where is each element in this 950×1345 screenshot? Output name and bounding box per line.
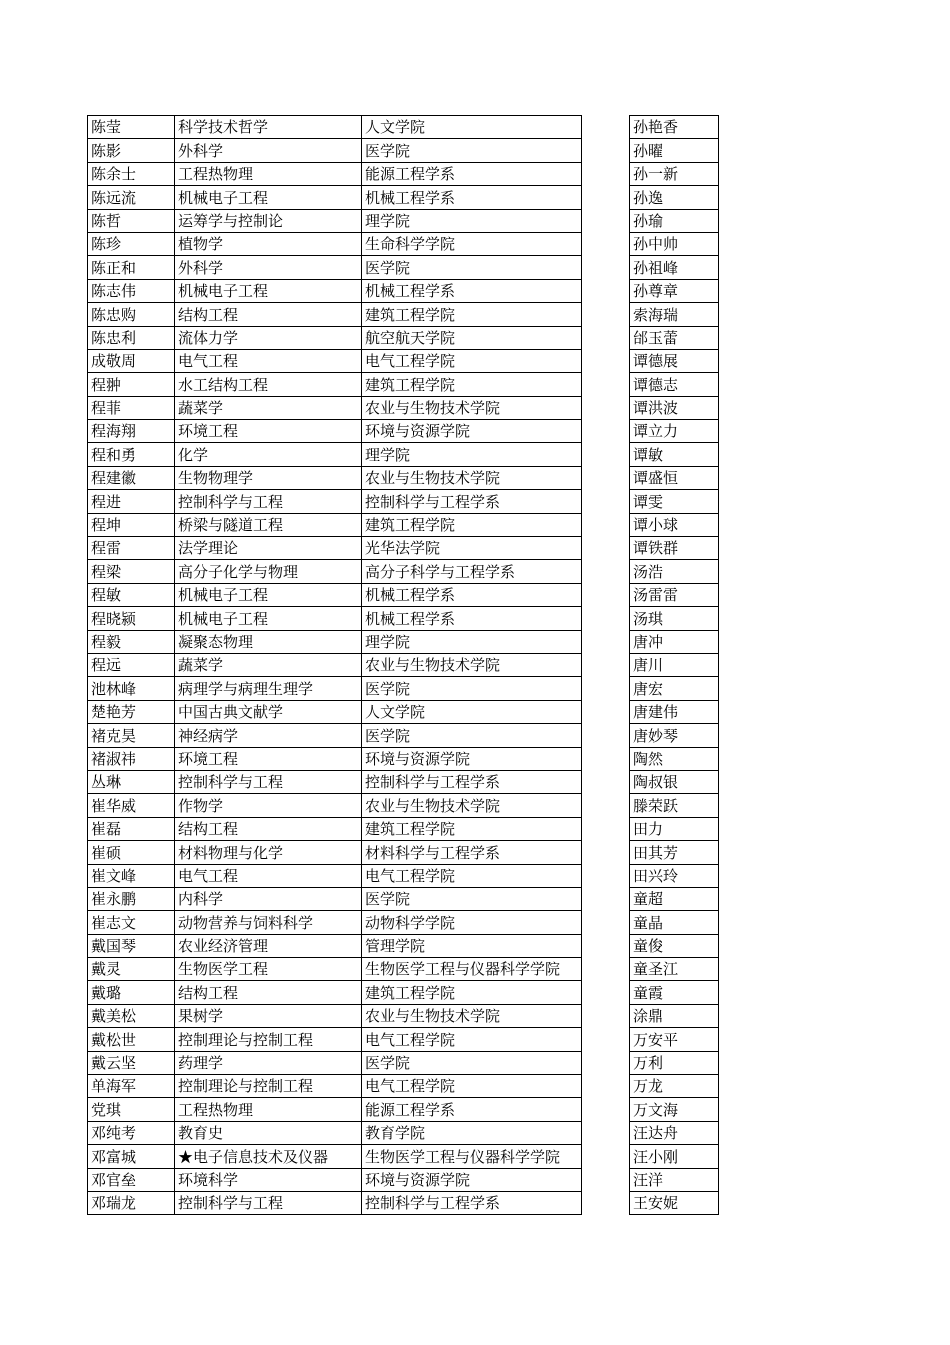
table-row <box>630 770 719 793</box>
name-cell: 邓瑞龙 <box>88 1191 175 1214</box>
major-cell: 农业经济管理 <box>175 934 362 957</box>
table-row <box>88 747 582 770</box>
table-row <box>630 513 719 536</box>
table-row <box>630 841 719 864</box>
name-cell: 戴美松 <box>88 1004 175 1027</box>
name-cell: 党琪 <box>88 1098 175 1121</box>
name-cell: 陈莹 <box>88 116 175 139</box>
name-cell: 楚艳芳 <box>88 700 175 723</box>
table-row <box>88 981 582 1004</box>
side-name-cell: 陶叔银 <box>630 770 719 793</box>
table-row <box>88 934 582 957</box>
side-name-cell: 谭小球 <box>630 513 719 536</box>
major-cell: 水工结构工程 <box>175 373 362 396</box>
major-cell: 控制科学与工程 <box>175 1191 362 1214</box>
major-cell: 蔬菜学 <box>175 396 362 419</box>
table-row <box>630 700 719 723</box>
side-name-cell: 索海瑞 <box>630 303 719 326</box>
name-cell: 崔永鹏 <box>88 887 175 910</box>
name-cell: 程毅 <box>88 630 175 653</box>
table-row <box>88 349 582 372</box>
major-cell: 机械电子工程 <box>175 607 362 630</box>
college-cell: 农业与生物技术学院 <box>362 653 582 676</box>
college-cell: 理学院 <box>362 209 582 232</box>
name-cell: 陈忠购 <box>88 303 175 326</box>
table-row <box>630 1121 719 1144</box>
side-name-cell: 孙一新 <box>630 162 719 185</box>
major-cell: 动物营养与饲料科学 <box>175 911 362 934</box>
major-cell: 控制理论与控制工程 <box>175 1075 362 1098</box>
table-row <box>630 139 719 162</box>
side-name-cell: 汤雷雷 <box>630 583 719 606</box>
table-row <box>88 373 582 396</box>
table-row <box>88 490 582 513</box>
major-cell: 外科学 <box>175 139 362 162</box>
table-row <box>630 209 719 232</box>
table-row <box>88 186 582 209</box>
side-name-cell: 万文海 <box>630 1098 719 1121</box>
table-row <box>630 303 719 326</box>
table-row <box>88 817 582 840</box>
name-cell: 陈珍 <box>88 232 175 255</box>
name-cell: 陈远流 <box>88 186 175 209</box>
college-cell: 控制科学与工程学系 <box>362 1191 582 1214</box>
college-cell: 医学院 <box>362 256 582 279</box>
side-name-cell: 唐川 <box>630 653 719 676</box>
major-cell: 机械电子工程 <box>175 583 362 606</box>
name-cell: 成敬周 <box>88 349 175 372</box>
table-row <box>88 770 582 793</box>
table-row <box>630 607 719 630</box>
table-row <box>630 349 719 372</box>
college-cell: 农业与生物技术学院 <box>362 466 582 489</box>
college-cell: 环境与资源学院 <box>362 420 582 443</box>
side-name-cell: 王安妮 <box>630 1191 719 1214</box>
name-cell: 戴云坚 <box>88 1051 175 1074</box>
college-cell: 教育学院 <box>362 1121 582 1144</box>
name-cell: 程菲 <box>88 396 175 419</box>
name-cell: 戴国琴 <box>88 934 175 957</box>
name-cell: 戴灵 <box>88 958 175 981</box>
side-name-cell: 汤琪 <box>630 607 719 630</box>
table-row <box>630 1075 719 1098</box>
side-name-cell: 谭盛恒 <box>630 466 719 489</box>
major-cell: 结构工程 <box>175 303 362 326</box>
major-cell: 植物学 <box>175 232 362 255</box>
table-row <box>88 396 582 419</box>
table-row <box>88 139 582 162</box>
name-cell: 程进 <box>88 490 175 513</box>
table-row <box>88 1004 582 1027</box>
major-cell: 病理学与病理生理学 <box>175 677 362 700</box>
table-row <box>630 1098 719 1121</box>
college-cell: 电气工程学院 <box>362 349 582 372</box>
college-cell: 航空航天学院 <box>362 326 582 349</box>
name-cell: 程敏 <box>88 583 175 606</box>
table-row <box>88 630 582 653</box>
college-cell: 机械工程学系 <box>362 607 582 630</box>
college-cell: 生物医学工程与仪器科学学院 <box>362 958 582 981</box>
table-row <box>630 1145 719 1168</box>
table-row <box>88 1051 582 1074</box>
name-cell: 戴璐 <box>88 981 175 1004</box>
major-cell: 药理学 <box>175 1051 362 1074</box>
major-cell: 高分子化学与物理 <box>175 560 362 583</box>
table-row <box>630 1191 719 1214</box>
side-name-cell: 谭雯 <box>630 490 719 513</box>
side-name-cell: 涂鼎 <box>630 1004 719 1027</box>
name-cell: 崔华威 <box>88 794 175 817</box>
major-cell: 法学理论 <box>175 537 362 560</box>
major-cell: 控制理论与控制工程 <box>175 1028 362 1051</box>
college-cell: 环境与资源学院 <box>362 1168 582 1191</box>
major-cell: 运筹学与控制论 <box>175 209 362 232</box>
table-row <box>630 162 719 185</box>
table-row <box>88 677 582 700</box>
table-row <box>88 1168 582 1191</box>
table-row <box>88 653 582 676</box>
college-cell: 光华法学院 <box>362 537 582 560</box>
name-cell: 单海军 <box>88 1075 175 1098</box>
table-row <box>630 326 719 349</box>
table-row <box>630 1168 719 1191</box>
side-name-cell: 滕荣跃 <box>630 794 719 817</box>
table-row <box>88 560 582 583</box>
college-cell: 高分子科学与工程学系 <box>362 560 582 583</box>
major-cell: 中国古典文献学 <box>175 700 362 723</box>
side-name-cell: 童晶 <box>630 911 719 934</box>
side-name-cell: 孙瑜 <box>630 209 719 232</box>
major-cell: 果树学 <box>175 1004 362 1027</box>
table-row <box>88 1191 582 1214</box>
side-name-cell: 汪洋 <box>630 1168 719 1191</box>
table-row <box>88 724 582 747</box>
name-cell: 陈影 <box>88 139 175 162</box>
table-row <box>88 700 582 723</box>
major-cell: 流体力学 <box>175 326 362 349</box>
table-row <box>88 794 582 817</box>
table-row <box>630 443 719 466</box>
college-cell: 控制科学与工程学系 <box>362 770 582 793</box>
table-row <box>630 1051 719 1074</box>
table-row <box>88 1145 582 1168</box>
name-cell: 戴松世 <box>88 1028 175 1051</box>
table-row <box>88 256 582 279</box>
college-cell: 能源工程学系 <box>362 162 582 185</box>
side-name-cell: 汪小刚 <box>630 1145 719 1168</box>
side-name-cell: 童俊 <box>630 934 719 957</box>
table-row <box>88 958 582 981</box>
name-cell: 崔磊 <box>88 817 175 840</box>
name-cell: 褚克昊 <box>88 724 175 747</box>
college-cell: 能源工程学系 <box>362 1098 582 1121</box>
side-name-cell: 汪达舟 <box>630 1121 719 1144</box>
college-cell: 动物科学学院 <box>362 911 582 934</box>
side-name-cell: 万利 <box>630 1051 719 1074</box>
table-row <box>630 232 719 255</box>
name-cell: 褚淑祎 <box>88 747 175 770</box>
college-cell: 建筑工程学院 <box>362 981 582 1004</box>
side-name-cell: 孙祖峰 <box>630 256 719 279</box>
table-row <box>88 1121 582 1144</box>
major-cell: 环境工程 <box>175 420 362 443</box>
table-row <box>88 607 582 630</box>
table-row <box>88 537 582 560</box>
college-cell: 医学院 <box>362 724 582 747</box>
side-name-cell: 孙中帅 <box>630 232 719 255</box>
name-cell: 邓富城 <box>88 1145 175 1168</box>
name-cell: 崔硕 <box>88 841 175 864</box>
college-cell: 电气工程学院 <box>362 1075 582 1098</box>
college-cell: 机械工程学系 <box>362 186 582 209</box>
table-row <box>630 794 719 817</box>
major-cell: ★电子信息技术及仪器 <box>175 1145 362 1168</box>
table-row <box>88 1075 582 1098</box>
major-cell: 机械电子工程 <box>175 279 362 302</box>
student-table-body <box>88 116 582 1215</box>
name-cell: 程远 <box>88 653 175 676</box>
table-row <box>630 186 719 209</box>
table-row <box>630 911 719 934</box>
table-row <box>88 1098 582 1121</box>
major-cell: 作物学 <box>175 794 362 817</box>
table-row <box>88 864 582 887</box>
college-cell: 管理学院 <box>362 934 582 957</box>
table-row <box>630 560 719 583</box>
name-cell: 程海翔 <box>88 420 175 443</box>
side-name-cell: 万龙 <box>630 1075 719 1098</box>
major-cell: 工程热物理 <box>175 1098 362 1121</box>
name-cell: 池林峰 <box>88 677 175 700</box>
name-cell: 程晓颍 <box>88 607 175 630</box>
table-row <box>88 513 582 536</box>
table-row <box>88 326 582 349</box>
side-name-cell: 孙尊章 <box>630 279 719 302</box>
name-cell: 程建徽 <box>88 466 175 489</box>
name-cell: 程翀 <box>88 373 175 396</box>
college-cell: 建筑工程学院 <box>362 303 582 326</box>
side-name-cell: 谭德展 <box>630 349 719 372</box>
college-cell: 医学院 <box>362 887 582 910</box>
college-cell: 材料科学与工程学系 <box>362 841 582 864</box>
college-cell: 理学院 <box>362 630 582 653</box>
side-name-cell: 汤浩 <box>630 560 719 583</box>
side-name-cell: 田兴玲 <box>630 864 719 887</box>
college-cell: 生物医学工程与仪器科学学院 <box>362 1145 582 1168</box>
table-row <box>88 466 582 489</box>
major-cell: 结构工程 <box>175 981 362 1004</box>
side-name-cell: 田其芳 <box>630 841 719 864</box>
side-name-cell: 唐冲 <box>630 630 719 653</box>
name-cell: 丛琳 <box>88 770 175 793</box>
name-cell: 陈志伟 <box>88 279 175 302</box>
side-name-cell: 唐建伟 <box>630 700 719 723</box>
table-row <box>630 420 719 443</box>
table-row <box>630 981 719 1004</box>
major-cell: 控制科学与工程 <box>175 770 362 793</box>
college-cell: 医学院 <box>362 677 582 700</box>
table-row <box>630 958 719 981</box>
side-name-cell: 万安平 <box>630 1028 719 1051</box>
table-row <box>630 396 719 419</box>
name-cell: 邓纯考 <box>88 1121 175 1144</box>
major-cell: 凝聚态物理 <box>175 630 362 653</box>
major-cell: 生物医学工程 <box>175 958 362 981</box>
table-row <box>88 232 582 255</box>
table-row <box>630 817 719 840</box>
college-cell: 农业与生物技术学院 <box>362 1004 582 1027</box>
table-row <box>630 256 719 279</box>
student-table <box>87 115 582 1215</box>
college-cell: 建筑工程学院 <box>362 373 582 396</box>
side-name-cell: 童圣江 <box>630 958 719 981</box>
name-cell: 陈忠利 <box>88 326 175 349</box>
major-cell: 生物物理学 <box>175 466 362 489</box>
side-name-cell: 童霞 <box>630 981 719 1004</box>
side-name-cell: 唐妙琴 <box>630 724 719 747</box>
table-row <box>88 887 582 910</box>
table-row <box>630 466 719 489</box>
college-cell: 医学院 <box>362 1051 582 1074</box>
side-name-cell: 童超 <box>630 887 719 910</box>
college-cell: 理学院 <box>362 443 582 466</box>
college-cell: 环境与资源学院 <box>362 747 582 770</box>
major-cell: 化学 <box>175 443 362 466</box>
major-cell: 电气工程 <box>175 349 362 372</box>
table-row <box>630 630 719 653</box>
table-row <box>630 1028 719 1051</box>
side-name-cell: 陶然 <box>630 747 719 770</box>
major-cell: 蔬菜学 <box>175 653 362 676</box>
table-row <box>88 841 582 864</box>
major-cell: 环境科学 <box>175 1168 362 1191</box>
side-name-cell: 谭洪波 <box>630 396 719 419</box>
table-row <box>630 537 719 560</box>
major-cell: 桥梁与隧道工程 <box>175 513 362 536</box>
name-cell: 崔文峰 <box>88 864 175 887</box>
table-row <box>630 116 719 139</box>
table-row <box>630 583 719 606</box>
table-row <box>630 653 719 676</box>
name-column-body <box>630 116 719 1215</box>
college-cell: 生命科学学院 <box>362 232 582 255</box>
major-cell: 环境工程 <box>175 747 362 770</box>
table-row <box>88 420 582 443</box>
table-row <box>630 864 719 887</box>
name-cell: 程和勇 <box>88 443 175 466</box>
side-name-cell: 孙艳香 <box>630 116 719 139</box>
major-cell: 控制科学与工程 <box>175 490 362 513</box>
table-row <box>630 887 719 910</box>
side-name-cell: 田力 <box>630 817 719 840</box>
college-cell: 医学院 <box>362 139 582 162</box>
college-cell: 农业与生物技术学院 <box>362 396 582 419</box>
major-cell: 材料物理与化学 <box>175 841 362 864</box>
name-cell: 程梁 <box>88 560 175 583</box>
major-cell: 电气工程 <box>175 864 362 887</box>
table-row <box>630 490 719 513</box>
college-cell: 人文学院 <box>362 116 582 139</box>
table-row <box>630 677 719 700</box>
table-row <box>88 583 582 606</box>
major-cell: 神经病学 <box>175 724 362 747</box>
side-name-cell: 孙逸 <box>630 186 719 209</box>
major-cell: 教育史 <box>175 1121 362 1144</box>
table-row <box>630 724 719 747</box>
name-cell: 陈哲 <box>88 209 175 232</box>
college-cell: 控制科学与工程学系 <box>362 490 582 513</box>
side-name-cell: 孙曜 <box>630 139 719 162</box>
name-cell: 崔志文 <box>88 911 175 934</box>
name-cell: 陈余士 <box>88 162 175 185</box>
table-row <box>88 162 582 185</box>
side-name-cell: 谭敏 <box>630 443 719 466</box>
name-cell: 邓官垒 <box>88 1168 175 1191</box>
major-cell: 内科学 <box>175 887 362 910</box>
name-column-table <box>629 115 719 1215</box>
college-cell: 机械工程学系 <box>362 279 582 302</box>
major-cell: 科学技术哲学 <box>175 116 362 139</box>
side-name-cell: 谭铁群 <box>630 537 719 560</box>
table-row <box>88 279 582 302</box>
major-cell: 机械电子工程 <box>175 186 362 209</box>
major-cell: 外科学 <box>175 256 362 279</box>
table-row <box>88 116 582 139</box>
table-row <box>88 911 582 934</box>
table-row <box>630 1004 719 1027</box>
college-cell: 农业与生物技术学院 <box>362 794 582 817</box>
table-row <box>630 934 719 957</box>
name-cell: 程雷 <box>88 537 175 560</box>
college-cell: 电气工程学院 <box>362 864 582 887</box>
side-name-cell: 谭立力 <box>630 420 719 443</box>
table-row <box>88 209 582 232</box>
table-row <box>630 747 719 770</box>
major-cell: 工程热物理 <box>175 162 362 185</box>
table-row <box>88 443 582 466</box>
college-cell: 建筑工程学院 <box>362 513 582 536</box>
college-cell: 建筑工程学院 <box>362 817 582 840</box>
name-cell: 程坤 <box>88 513 175 536</box>
college-cell: 人文学院 <box>362 700 582 723</box>
name-cell: 陈正和 <box>88 256 175 279</box>
table-row <box>630 279 719 302</box>
side-name-cell: 邰玉蕾 <box>630 326 719 349</box>
college-cell: 机械工程学系 <box>362 583 582 606</box>
table-row <box>88 303 582 326</box>
side-name-cell: 谭德志 <box>630 373 719 396</box>
table-row <box>630 373 719 396</box>
side-name-cell: 唐宏 <box>630 677 719 700</box>
college-cell: 电气工程学院 <box>362 1028 582 1051</box>
major-cell: 结构工程 <box>175 817 362 840</box>
table-row <box>88 1028 582 1051</box>
